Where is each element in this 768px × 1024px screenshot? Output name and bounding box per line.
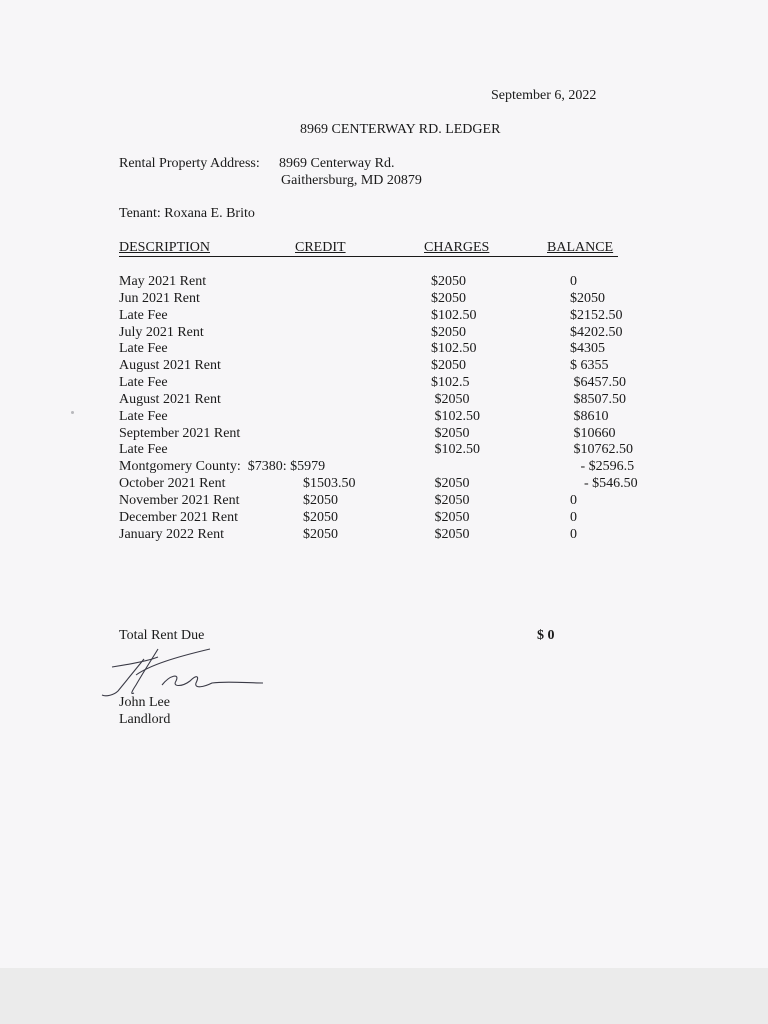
ledger-charges: $102.50 — [431, 341, 477, 357]
ledger-description: Late Fee — [119, 442, 168, 458]
ledger-balance: $4305 — [570, 341, 605, 357]
ledger-description: Late Fee — [119, 341, 168, 357]
ledger-description: May 2021 Rent — [119, 274, 207, 289]
column-header-description: DESCRIPTION — [119, 240, 211, 255]
ledger-description: Late Fee — [119, 375, 168, 391]
total-rent-due-value: $ 0 — [537, 628, 555, 643]
ledger-balance: $10762.50 — [570, 442, 633, 458]
ledger-balance: 0 — [570, 492, 577, 508]
ledger-description: August 2021 Rent — [119, 391, 221, 407]
property-address-line1: 8969 Centerway Rd. — [279, 156, 395, 171]
column-header-credit: CREDIT — [295, 240, 346, 255]
ledger-description: November 2021 Rent — [119, 492, 240, 508]
ledger-row — [119, 392, 659, 409]
scan-margin — [0, 968, 768, 1024]
ledger-balance: - $546.50 — [570, 476, 638, 492]
ledger-row — [119, 358, 659, 375]
ledger-description: July 2021 Rent — [119, 324, 204, 340]
ledger-row — [119, 291, 659, 308]
ledger-credit: $2050 — [303, 492, 338, 508]
ledger-charges: $2050 — [431, 425, 470, 441]
ledger-row — [119, 274, 659, 291]
ledger-description: Montgomery County: $7380: $5979 — [119, 459, 326, 475]
signer-role: Landlord — [119, 712, 171, 727]
ledger-balance: 0 — [570, 509, 577, 525]
ledger-credit: $1503.50 — [303, 476, 356, 492]
ledger-row — [119, 325, 659, 342]
ledger-charges: $2050 — [431, 324, 466, 340]
ledger-row — [119, 409, 659, 426]
landlord-signature — [100, 645, 265, 700]
ledger-row — [119, 476, 659, 493]
ledger-charges: $102.50 — [431, 408, 480, 424]
ledger-description: Jun 2021 Rent — [119, 290, 200, 306]
ledger-charges: $102.50 — [431, 442, 480, 458]
ledger-charges: $2050 — [431, 509, 470, 525]
ledger-balance: $2050 — [570, 290, 605, 306]
ledger-balance: $8610 — [570, 408, 609, 424]
ledger-title: 8969 CENTERWAY RD. LEDGER — [300, 122, 501, 137]
ledger-description: January 2022 Rent — [119, 526, 224, 542]
ledger-row — [119, 510, 659, 527]
ledger-date: September 6, 2022 — [491, 88, 597, 103]
ledger-charges: $2050 — [431, 274, 466, 289]
ledger-charges: $2050 — [431, 391, 470, 407]
ledger-charges: $102.50 — [431, 307, 477, 323]
ledger-description: October 2021 Rent — [119, 476, 226, 492]
ledger-balance: 0 — [570, 526, 577, 542]
ledger-balance: $8507.50 — [570, 391, 626, 407]
ledger-balance: $ 6355 — [570, 358, 609, 374]
ledger-row — [119, 341, 659, 358]
ledger-charges: $2050 — [431, 526, 470, 542]
property-address-line2: Gaithersburg, MD 20879 — [281, 173, 422, 188]
ledger-credit: $2050 — [303, 526, 338, 542]
ledger-description: September 2021 Rent — [119, 425, 241, 441]
column-header-balance: BALANCE — [547, 240, 614, 255]
ledger-charges: $2050 — [431, 290, 466, 306]
ledger-row — [119, 308, 659, 325]
ledger-column-headers — [119, 240, 618, 257]
ledger-charges: $2050 — [431, 358, 466, 374]
ledger-row — [119, 493, 659, 510]
ledger-balance: 0 — [570, 274, 577, 289]
scan-speck — [71, 411, 74, 414]
ledger-balance: $2152.50 — [570, 307, 623, 323]
ledger-description: Late Fee — [119, 408, 168, 424]
ledger-charges: $2050 — [431, 492, 470, 508]
ledger-row — [119, 459, 659, 476]
ledger-balance: - $2596.5 — [570, 459, 635, 475]
ledger-charges: $2050 — [431, 476, 470, 492]
property-address-label: Rental Property Address: — [119, 156, 260, 171]
tenant-name: Tenant: Roxana E. Brito — [119, 206, 255, 221]
ledger-charges: $102.5 — [431, 375, 470, 391]
ledger-credit: $2050 — [303, 509, 338, 525]
total-rent-due-label: Total Rent Due — [119, 628, 205, 643]
column-header-charges: CHARGES — [424, 240, 490, 255]
ledger-balance: $6457.50 — [570, 375, 626, 391]
ledger-row — [119, 426, 659, 443]
ledger-description: August 2021 Rent — [119, 358, 221, 374]
ledger-row — [119, 527, 659, 544]
ledger-row — [119, 442, 659, 459]
ledger-balance: $10660 — [570, 425, 616, 441]
ledger-description: December 2021 Rent — [119, 509, 238, 525]
ledger-table — [119, 274, 659, 544]
ledger-balance: $4202.50 — [570, 324, 623, 340]
ledger-row — [119, 375, 659, 392]
signer-name: John Lee — [119, 695, 170, 710]
ledger-description: Late Fee — [119, 307, 168, 323]
